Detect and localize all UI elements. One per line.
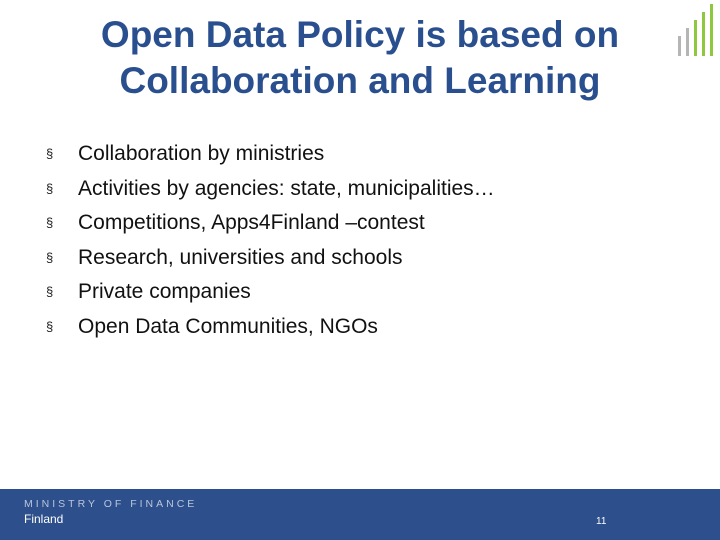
bullet-text: Collaboration by ministries bbox=[78, 142, 325, 165]
bullet-marker: § bbox=[46, 146, 54, 161]
bullet-text: Open Data Communities, NGOs bbox=[78, 314, 378, 338]
bullet-text: Activities by agencies: state, municipalities… bbox=[78, 176, 495, 200]
bullet-item bbox=[46, 172, 495, 207]
slide-title-line-2: Collaboration and Learning bbox=[119, 60, 601, 101]
bullet-text: Competitions, Apps4Finland –contest bbox=[78, 211, 425, 235]
slide-title bbox=[40, 12, 680, 104]
bullet-marker: § bbox=[46, 249, 54, 265]
bullet-item bbox=[46, 241, 495, 276]
bullet-item bbox=[46, 310, 495, 345]
bullet-item bbox=[46, 137, 495, 172]
bullet-marker: § bbox=[46, 318, 54, 334]
footer-bar bbox=[0, 489, 720, 540]
bullet-marker: § bbox=[46, 215, 54, 231]
bullet-text: Research, universities and schools bbox=[78, 245, 403, 269]
bullet-item bbox=[46, 206, 495, 241]
ministry-name: MINISTRY OF FINANCE bbox=[24, 498, 198, 510]
country-label: Finland bbox=[24, 512, 64, 526]
bullet-item bbox=[46, 275, 495, 310]
bullet-list bbox=[46, 137, 495, 345]
bullet-text: Private companies bbox=[78, 280, 251, 304]
bar-chart-logo-icon bbox=[676, 0, 716, 58]
bullet-marker: § bbox=[46, 180, 54, 196]
bullet-marker: § bbox=[46, 284, 54, 300]
slide-title-line-1: Open Data Policy is based on bbox=[100, 14, 620, 55]
page-number: 11 bbox=[596, 516, 607, 527]
